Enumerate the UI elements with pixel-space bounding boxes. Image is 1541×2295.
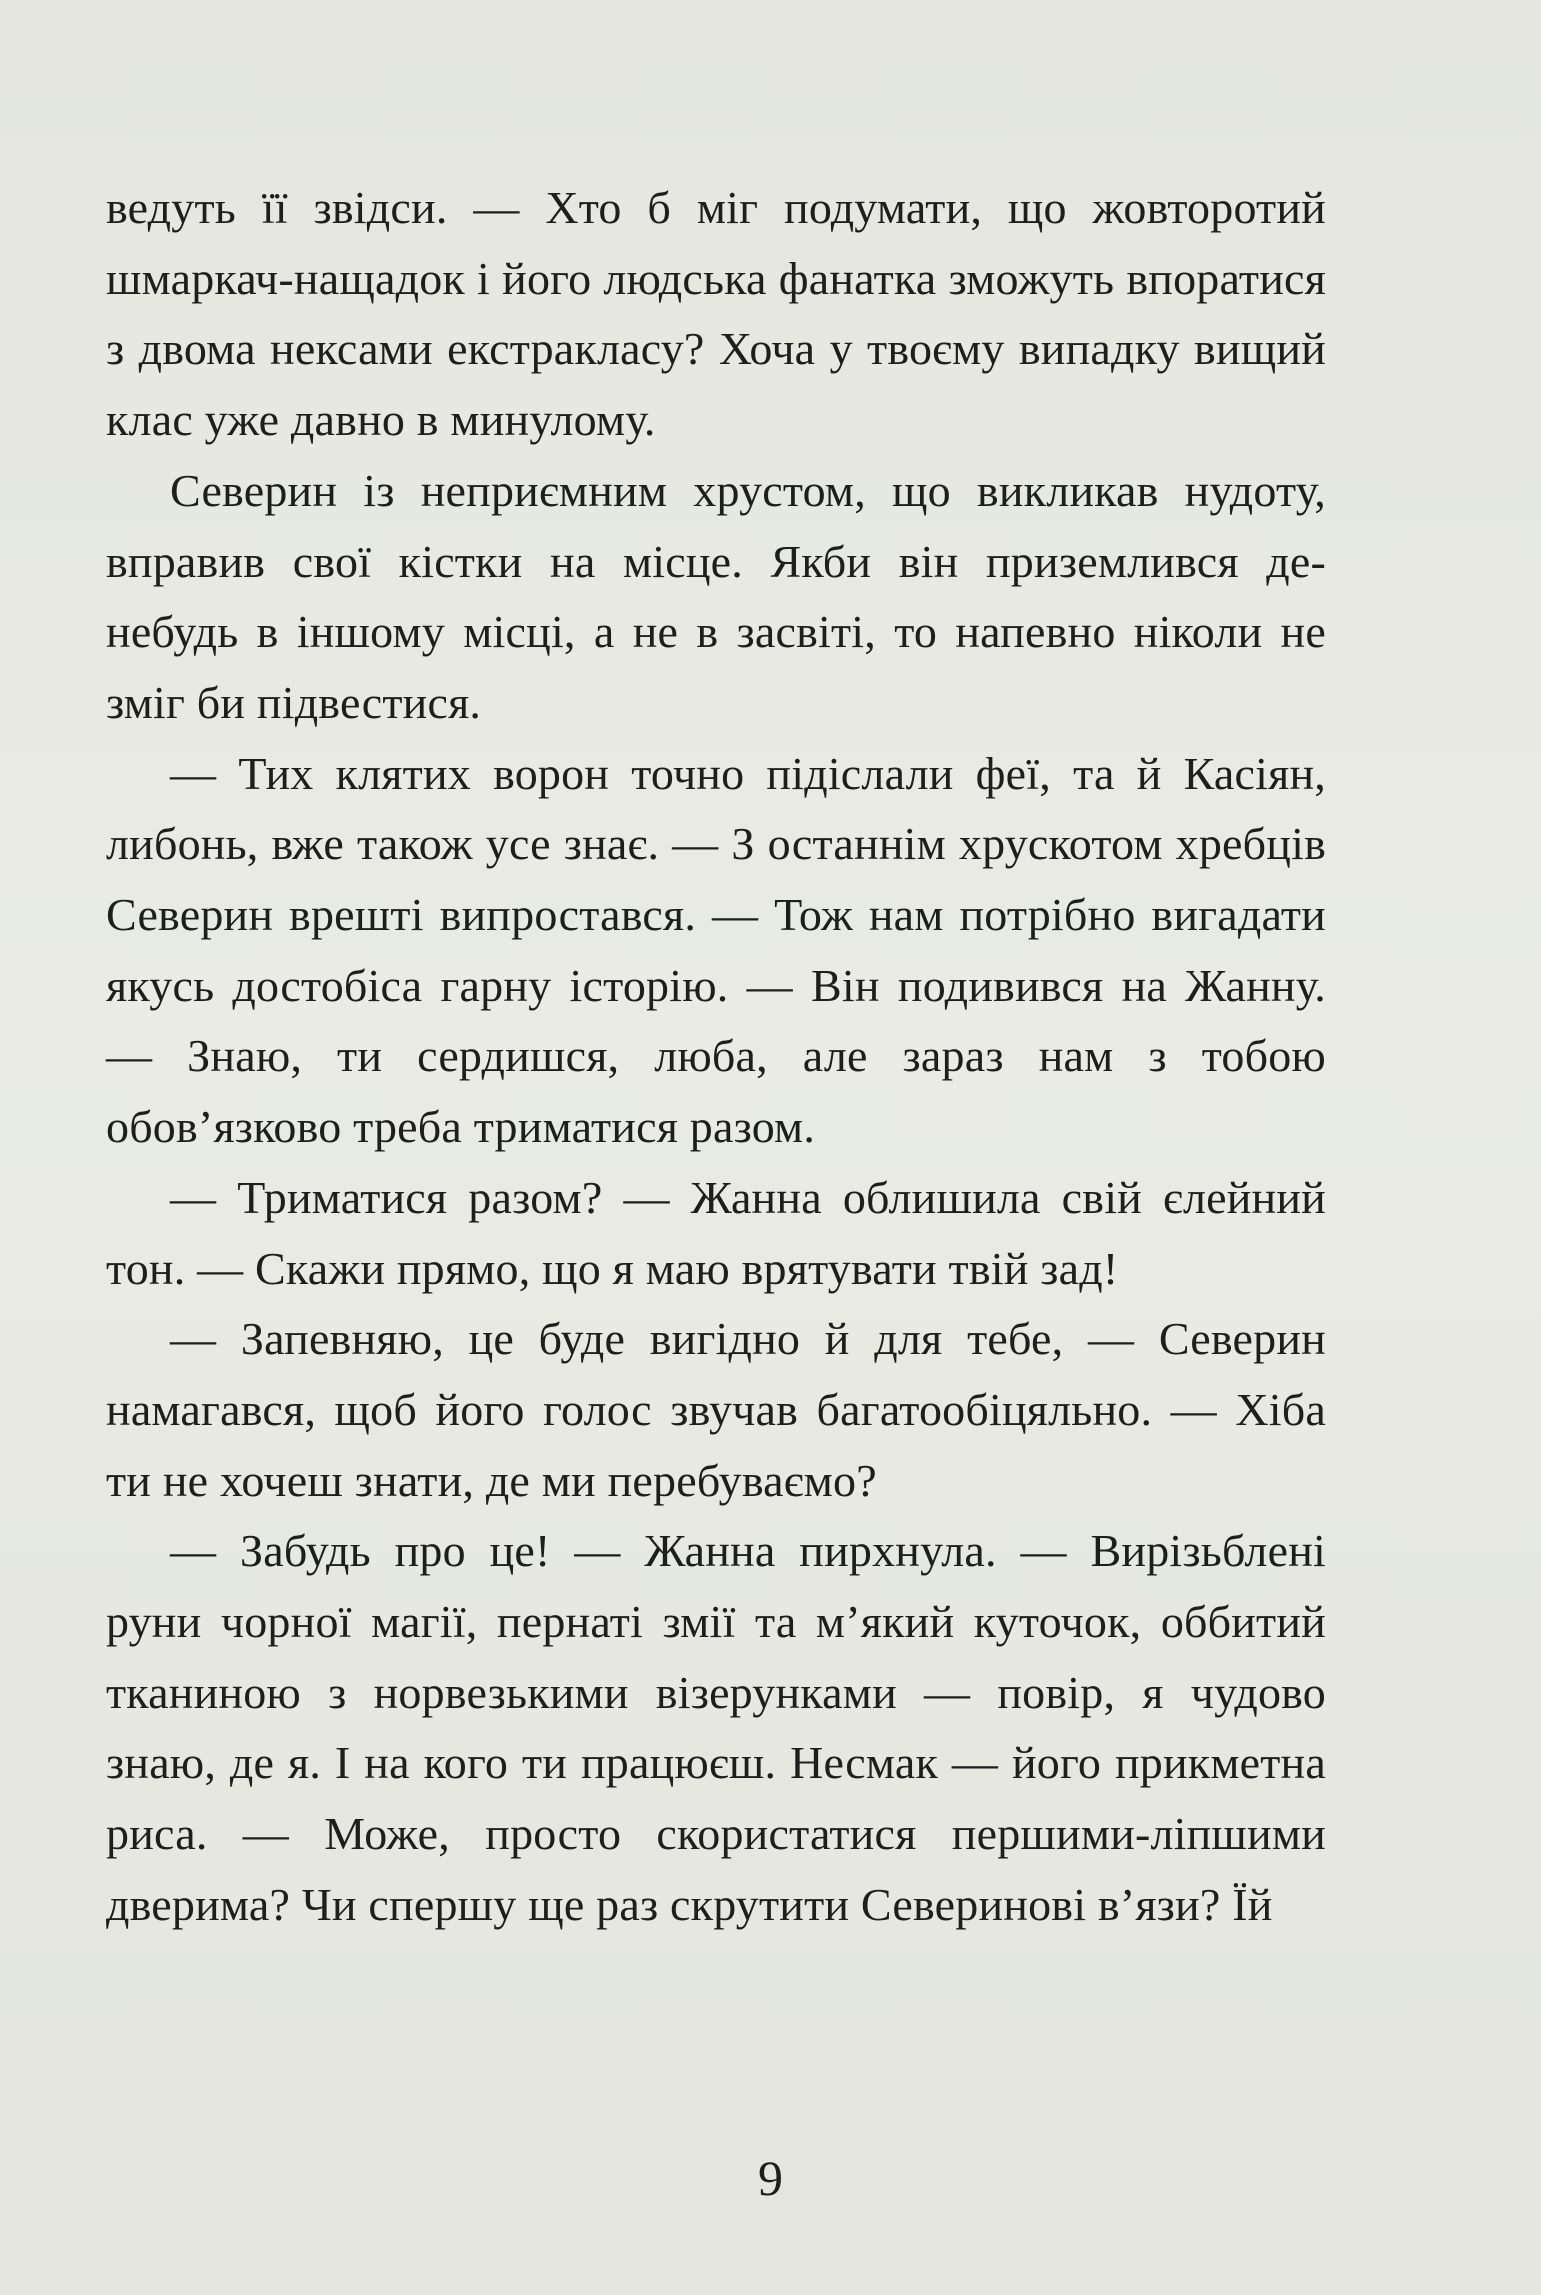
body-text (106, 173, 1326, 1941)
paragraph-5: — Запевняю, це буде вигідно й для тебе, — Северин намагався, щоб його голос звучав багатообіцяльно. — Хіба ти не хочеш знати, де ми перебуваємо? (106, 1313, 1326, 1506)
paragraph-6: — Забудь про це! — Жанна пирхнула. — Вирізьблені руни чорної магії, пернаті змії та м’який куточок, оббитий тканиною з норвезькими візерунками — повір, я чудово знаю, де я. І на кого ти працюєш. Несмак — його прикметна риса. — Може, просто скористатися першими-ліпшими дверима? Чи спершу ще раз скрутити Северинові в’язи? Їй (106, 1525, 1326, 1930)
paragraph-1: ведуть її звідси. — Хто б міг подумати, що жовторотий шмаркач-нащадок і його людська фанатка зможуть впоратися з двома нексами екстракласу? Хоча у твоєму випадку вищий клас уже давно в минулому. (106, 182, 1326, 446)
paragraph-4: — Триматися разом? — Жанна облишила свій єлейний тон. — Скажи прямо, що я маю врятувати твій зад! (106, 1171, 1326, 1294)
page-number: 9 (758, 2150, 783, 2206)
paragraph-2: Северин із неприємним хрустом, що викликав нудоту, вправив свої кістки на місце. Якби він приземлився де-небудь в іншому місці, а не в засвіті, то напевно ніколи не зміг би підвестися. (106, 464, 1326, 728)
paragraph-3: — Тих клятих ворон точно підіслали феї, та й Касіян, либонь, вже також усе знає. — З останнім хрускотом хребців Северин врешті випростався. — Тож нам потрібно вигадати якусь достобіса гарну історію. — Він подивився на Жанну. — Знаю, ти сердишся, люба, але зараз нам з тобою обов’язково треба триматися разом. (106, 747, 1326, 1153)
